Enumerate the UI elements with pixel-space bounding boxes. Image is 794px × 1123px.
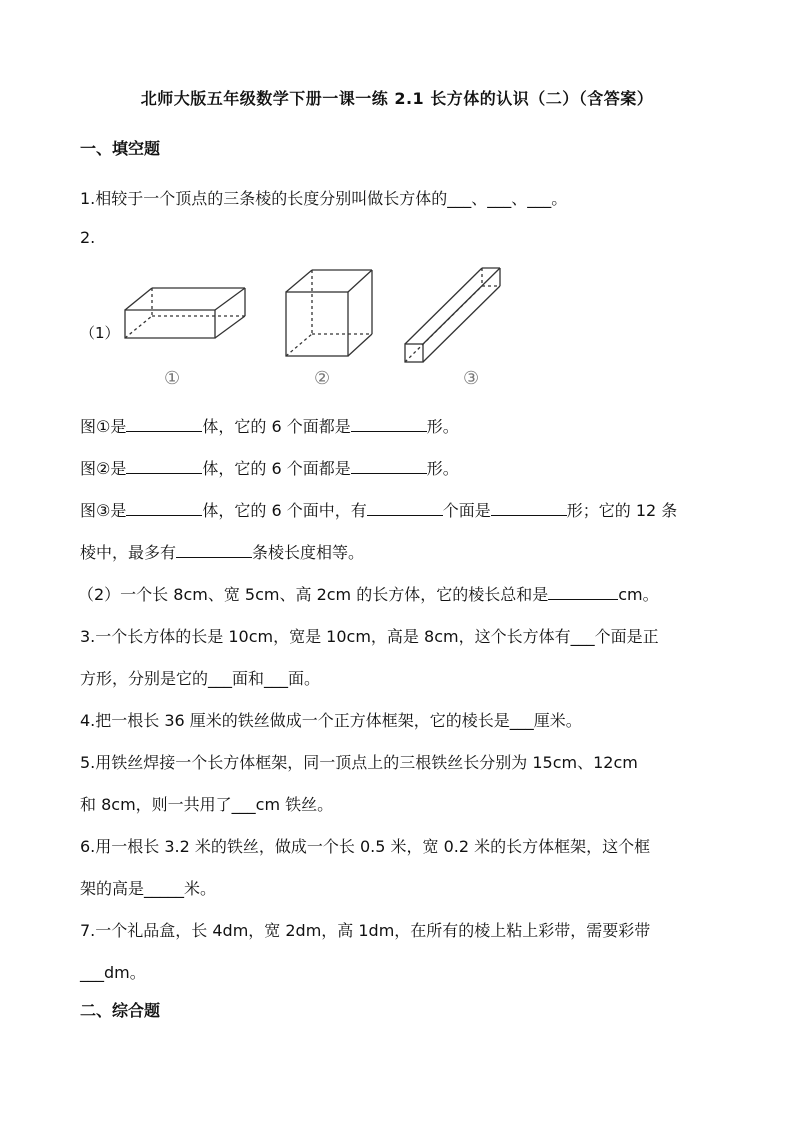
answer-blank [351, 416, 427, 432]
text: 棱中，最多有 [80, 543, 177, 562]
answer-blank [176, 542, 252, 558]
question-5-line-2: 和 8cm，则一共用了___cm 铁丝。 [80, 795, 334, 814]
text: 体，它的 6 个面都是 [202, 459, 351, 478]
text: 形；它的 12 条 [566, 501, 678, 520]
text: 形。 [426, 417, 459, 436]
question-6-line-1: 6.用一根长 3.2 米的铁丝，做成一个长 0.5 米，宽 0.2 米的长方体框架，这个框 [80, 837, 651, 856]
cuboid-long-icon [405, 268, 500, 362]
figure-number-2: ② [314, 368, 331, 389]
page-title: 北师大版五年级数学下册一课一练 2.1 长方体的认识（二）（含答案） [140, 89, 654, 108]
cuboid-flat-icon [125, 288, 245, 338]
answer-blank [126, 500, 202, 516]
question-2-part-2 [78, 582, 659, 605]
question-2-line-2 [80, 456, 459, 479]
answer-blank [351, 458, 427, 474]
text: （2）一个长 8cm、宽 5cm、高 2cm 的长方体，它的棱长总和是 [78, 585, 549, 604]
question-4: 4.把一根长 36 厘米的铁丝做成一个正方体框架，它的棱长是___厘米。 [80, 711, 582, 730]
answer-blank [126, 458, 202, 474]
answer-blank [491, 500, 567, 516]
question-2-line-4 [80, 540, 364, 563]
solids-figure [120, 260, 520, 370]
figure-part-label: （1） [80, 324, 120, 342]
text: 图②是 [80, 459, 127, 478]
text: 个面是 [442, 501, 491, 520]
text: cm。 [618, 585, 659, 604]
cube-icon [286, 270, 372, 356]
text: 条棱长度相等。 [252, 543, 365, 562]
question-2-line-3 [80, 498, 677, 521]
section-heading-fill-blank: 一、填空题 [80, 139, 161, 158]
figure-number-3: ③ [463, 368, 480, 389]
question-3-line-2: 方形，分别是它的___面和___面。 [80, 669, 321, 688]
question-5-line-1: 5.用铁丝焊接一个长方体框架，同一顶点上的三根铁丝长分别为 15cm、12cm [80, 753, 638, 772]
section-heading-comprehensive: 二、综合题 [80, 1001, 161, 1020]
answer-blank [548, 584, 618, 600]
question-3-line-1: 3.一个长方体的长是 10cm，宽是 10cm，高是 8cm，这个长方体有___个面是正 [80, 627, 659, 646]
text: 体，它的 6 个面中，有 [202, 501, 367, 520]
text: 形。 [426, 459, 459, 478]
answer-blank [126, 416, 202, 432]
question-2-line-1 [80, 414, 459, 437]
text: 图③是 [80, 501, 127, 520]
question-7-line-2: ___dm。 [80, 963, 146, 982]
question-7-line-1: 7.一个礼品盒，长 4dm，宽 2dm，高 1dm，在所有的棱上粘上彩带，需要彩带 [80, 921, 651, 940]
text: 体，它的 6 个面都是 [202, 417, 351, 436]
question-6-line-2: 架的高是_____米。 [80, 879, 217, 898]
figure-number-1: ① [164, 368, 181, 389]
question-2-number: 2. [80, 228, 96, 247]
answer-blank [367, 500, 443, 516]
text: 图①是 [80, 417, 127, 436]
question-1: 1.相较于一个顶点的三条棱的长度分别叫做长方体的___、___、___。 [80, 189, 568, 208]
